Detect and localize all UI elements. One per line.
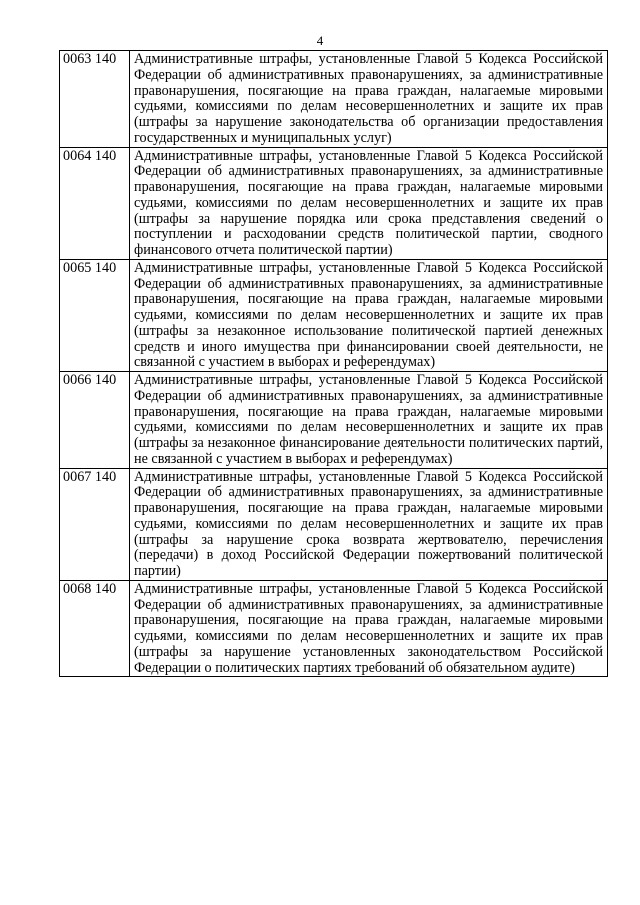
description-cell: Административные штрафы, установленные Главой 5 Кодекса Российской Федерации об административных правонарушениях, за административные правонарушения, посягающие на права граждан, налагаемые мировыми судьями, комиссиями по делам несовершеннолетних и защите их прав (штрафы за нарушение законодательства об организации предоставления государственных и муниципальных услуг) — [130, 51, 608, 148]
description-cell: Административные штрафы, установленные Главой 5 Кодекса Российской Федерации об административных правонарушениях, за административные правонарушения, посягающие на права граждан, налагаемые мировыми судьями, комиссиями по делам несовершеннолетних и защите их прав (штрафы за незаконное финансирование деятельности политических партий, не связанной с участием в выборах и референдумах) — [130, 372, 608, 469]
budget-code-cell: 0068 140 — [60, 580, 130, 677]
description-cell: Административные штрафы, установленные Главой 5 Кодекса Российской Федерации об административных правонарушениях, за административные правонарушения, посягающие на права граждан, налагаемые мировыми судьями, комиссиями по делам несовершеннолетних и защите их прав (штрафы за нарушение установленных законодательством Российской Федерации о политических партиях требований об обязательном аудите) — [130, 580, 608, 677]
table-row — [60, 580, 608, 677]
budget-code-cell: 0064 140 — [60, 147, 130, 259]
table-row — [60, 372, 608, 469]
description-cell: Административные штрафы, установленные Главой 5 Кодекса Российской Федерации об административных правонарушениях, за административные правонарушения, посягающие на права граждан, налагаемые мировыми судьями, комиссиями по делам несовершеннолетних и защите их прав (штрафы за нарушение порядка или срока представления сведений о поступлении и расходовании средств политической партии, сводного финансового отчета политической партии) — [130, 147, 608, 259]
description-cell: Административные штрафы, установленные Главой 5 Кодекса Российской Федерации об административных правонарушениях, за административные правонарушения, посягающие на права граждан, налагаемые мировыми судьями, комиссиями по делам несовершеннолетних и защите их прав (штрафы за нарушение срока возврата жертвователю, перечисления (передачи) в доход Российской Федерации пожертвований политической партии) — [130, 468, 608, 580]
budget-code-cell: 0065 140 — [60, 259, 130, 371]
table-row — [60, 468, 608, 580]
budget-code-cell: 0063 140 — [60, 51, 130, 148]
table-row — [60, 259, 608, 371]
description-cell: Административные штрафы, установленные Главой 5 Кодекса Российской Федерации об административных правонарушениях, за административные правонарушения, посягающие на права граждан, налагаемые мировыми судьями, комиссиями по делам несовершеннолетних и защите их прав (штрафы за незаконное использование политической партией денежных средств и иного имущества при финансировании своей деятельности, не связанной с участием в выборах и референдумах) — [130, 259, 608, 371]
table-row — [60, 147, 608, 259]
budget-code-cell: 0067 140 — [60, 468, 130, 580]
budget-code-cell: 0066 140 — [60, 372, 130, 469]
table-row — [60, 51, 608, 148]
page-number: 4 — [316, 33, 324, 48]
budget-codes-table — [59, 50, 608, 677]
